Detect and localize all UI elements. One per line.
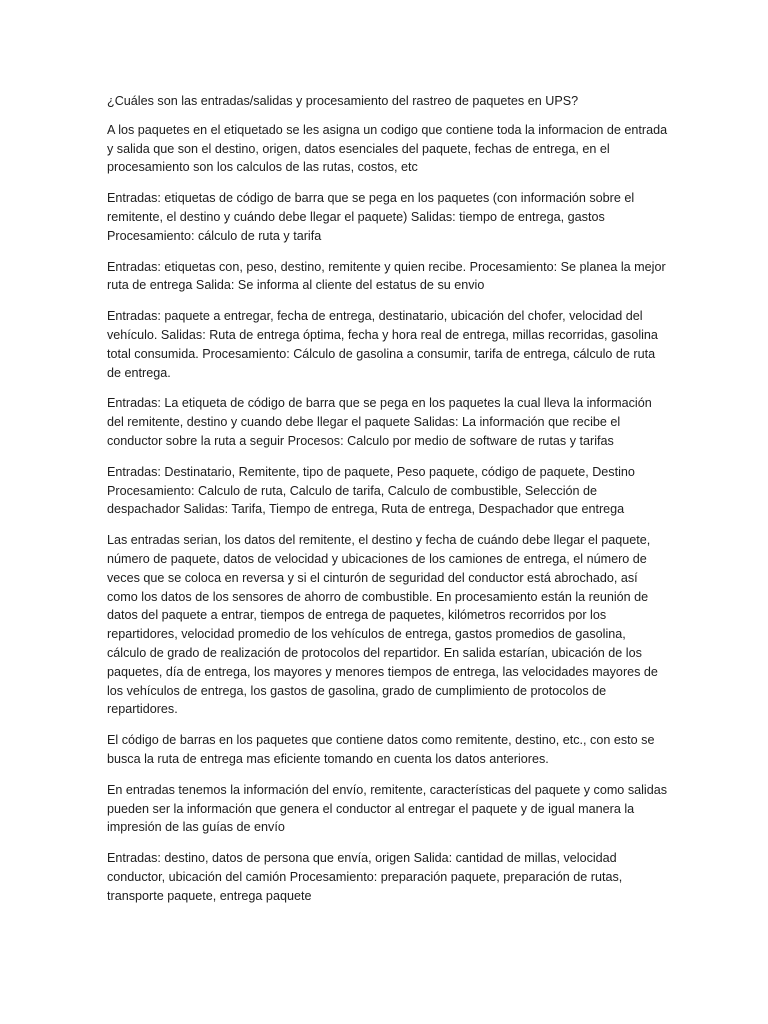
answer-paragraph: El código de barras en los paquetes que contiene datos como remitente, destino, etc., con esto se busca la ruta de entrega mas eficiente tomando en cuenta los datos anteriores. [107,733,655,766]
answer-paragraph: Entradas: Destinatario, Remitente, tipo de paquete, Peso paquete, código de paquete, Destino Procesamiento: Calculo de ruta, Calculo de tarifa, Calculo de combustible, Selección de despachador Salidas: Tarifa, Tiempo de entrega, Ruta de entrega, Despachador que entrega [107,464,635,517]
answer-paragraph: Entradas: etiquetas de código de barra que se pega en los paquetes (con información sobre el remitente, el destino y cuándo debe llegar el paquete) Salidas: tiempo de entrega, gastos Procesamiento: cálculo de ruta y tarifa [107,191,635,243]
answer-paragraph: Las entradas serian, los datos del remitente, el destino y fecha de cuándo debe llegar el paquete, número de paquete, datos de velocidad y ubicaciones de los camiones de entrega, el número de veces que se coloca en reversa y si el cinturón de seguridad del conductor está abrochado, así como los datos de los sensores de ahorro de combustible. En procesamiento están la reunión de datos del paquete a entrar, tiempos de entrega de paquetes, kilómetros recorridos por los repartidores, velocidad promedio de los vehículos de entrega, gastos promedios de gasolina, cálculo de grado de realización de protocolos del repartidor. En salida estarían, ubicación de los paquetes, día de entrega, los mayores y menores tiempos de entrega, las velocidades mayores de los vehículos de entrega, los gastos de gasolina, grado de cumplimiento de protocolos de repartidores. [107,533,658,717]
answer-paragraph: En entradas tenemos la información del envío, remitente, características del paquete y como salidas pueden ser la información que genera el conductor al entregar el paquete y de igual manera la impresión de las guías de envío [107,782,668,835]
answer-paragraph: Entradas: etiquetas con, peso, destino, remitente y quien recibe. Procesamiento: Se planea la mejor ruta de entrega Salida: Se informa al cliente del estatus de su envio [107,259,666,293]
answer-paragraph: A los paquetes en el etiquetado se les asigna un codigo que contiene toda la informacion de entrada y salida que son el destino, origen, datos esenciales del paquete, fechas de entrega, en el procesamiento son los calculos de las rutas, costos, etc [107,122,668,175]
answer-paragraph: Entradas: paquete a entregar, fecha de entrega, destinatario, ubicación del chofer, velocidad del vehículo. Salidas: Ruta de entrega óptima, fecha y hora real de entrega, millas recorridas, gasolina total consumida. Procesamiento: Cálculo de gasolina a consumir, tarifa de entrega, cálculo de ruta de entrega. [107,309,658,380]
question-heading: ¿Cuáles son las entradas/salidas y procesamiento del rastreo de paquetes en UPS? [107,94,579,108]
answer-paragraph: Entradas: La etiqueta de código de barra que se pega en los paquetes la cual lleva la información del remitente, destino y cuando debe llegar el paquete Salidas: La información que recibe el conductor sobre la ruta a seguir Procesos: Calculo por medio de software de rutas y tarifas [107,396,652,448]
answer-paragraph: Entradas: destino, datos de persona que envía, origen Salida: cantidad de millas, velocidad conductor, ubicación del camión Procesamiento: preparación paquete, preparación de rutas, transporte paquete, entrega paquete [107,851,623,903]
